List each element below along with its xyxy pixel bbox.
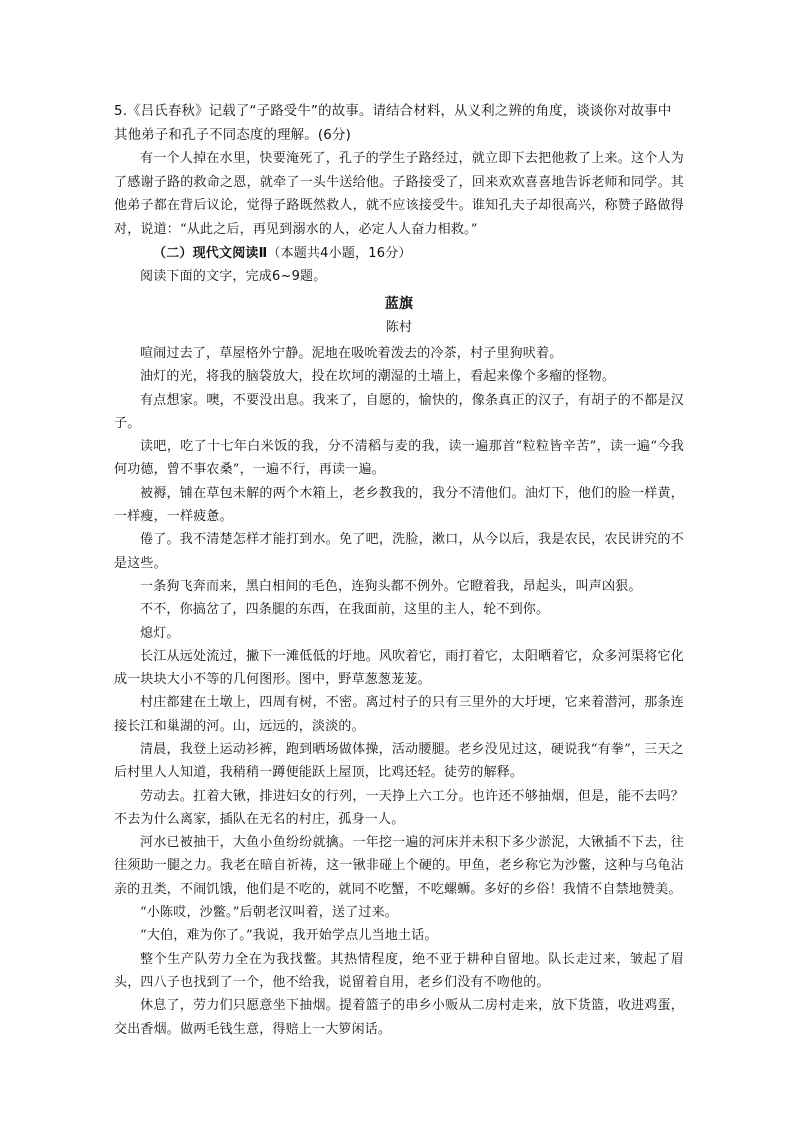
story-paragraph: 喧闹过去了，草屋格外宁静。泥地在吸吮着泼去的冷茶，村子里狗吠着。 [140,345,563,361]
page-content [114,100,684,1041]
section-heading [114,242,684,266]
story-body [114,342,684,1041]
story-paragraph: “大伯，难为你了。”我说，我开始学点儿当地土话。 [140,928,438,944]
story-paragraph: 清晨，我登上运动衫裤，跑到晒场做体操，活动腰腿。老乡没见过这，硬说我“有拳”，三天之后村里人人知道，我稍稍一蹲便能跃上屋顶，比鸡还轻。徒劳的解释。 [114,741,684,781]
story-paragraph: 油灯的光，将我的脑袋放大，投在坎坷的潮湿的土墙上，看起来像个多瘤的怪物。 [140,369,616,385]
story-paragraph: 被褥，铺在草包未解的两个木箱上，老乡教我的，我分不清他们。油灯下，他们的脸一样黄，一样瘦，一样疲惫。 [114,485,684,525]
story-paragraph: 河水已被抽干，大鱼小鱼纷纷就擒。一年挖一遍的河床并未积下多少淤泥，大锹插不下去，往往须助一腿之力。我老在暗自祈祷，这一锹非碰上个硬的。甲鱼，老乡称它为沙鳖，这种与乌龟沾亲的丑类，不闹饥饿，他们是不吃的，就同不吃蟹，不吃螺蛳。多好的乡俗！我情不自禁地赞美。 [114,835,684,897]
story-paragraph: 整个生产队劳力全在为我找鳖。其热情程度，绝不亚于耕种自留地。队长走过来，皱起了眉头，四八子也找到了一个，他不给我，说留着自用，老乡们没有不吻他的。 [114,951,684,990]
instruction: 阅读下面的文字，完成6~9题。 [140,269,327,285]
section-note: （本题共4小题，16分） [267,245,412,261]
material-paragraph: 有一个人掉在水里，快要淹死了，孔子的学生子路经过，就立即下去把他救了上来。这个人为了感谢子路的救命之恩，就牵了一头牛送给他。子路接受了，回来欢欢喜喜地告诉老师和同学。其他弟子都在背后议论，觉得子路既然救人，就不应该接受牛。谁知孔夫子却很高兴，称赞子路做得对，说道：“从此之后，再见到溺水的人，必定人人奋力相救。” [114,151,684,237]
story-paragraph: 有点想家。噢，不要没出息。我来了，自愿的，愉快的，像条真正的汉子，有胡子的不都是汉子。 [114,392,684,431]
story-paragraph: 劳动去。扛着大锹，排进妇女的行列，一天挣上六工分。也许还不够抽烟，但是，能不去吗？不去为什么离家，插队在无名的村庄，孤身一人。 [114,788,684,827]
question-5: 5.《吕氏春秋》记载了“子路受牛”的故事。请结合材料，从义利之辨的角度，谈谈你对故事中其他弟子和孔子不同态度的理解。(6分) [114,104,672,143]
story-author: 陈村 [385,320,413,336]
story-paragraph: 长江从远处流过，撇下一滩低低的圩地。风吹着它，雨打着它，太阳晒着它，众多河渠将它化成一块块大小不等的几何图形。图中，野草葱葱茏茏。 [114,648,684,688]
story-paragraph: 读吧，吃了十七年白米饭的我，分不清稻与麦的我，读一遍那首“粒粒皆辛苦”，读一遍“今我何功德，曾不事农桑”，一遍不行，再读一遍。 [114,439,684,478]
story-paragraph: 休息了，劳力们只愿意坐下抽烟。提着篮子的串乡小贩从二房村走来，放下货篮，收进鸡蛋，交出香烟。做两毛钱生意，得赔上一大箩闲话。 [114,998,684,1037]
story-paragraph: 熄灯。 [140,625,180,641]
story-title: 蓝旗 [384,295,414,312]
section-title: （二）现代文阅读Ⅱ [153,245,268,261]
story-paragraph: 倦了。我不清楚怎样才能打到水。免了吧，洗脸，漱口，从今以后，我是农民，农民讲究的不是这些。 [114,532,684,571]
story-paragraph: 村庄都建在土墩上，四周有树，不密。离过村子的只有三里外的大圩埂，它来着潜河，那条连接长江和巢湖的河。山，远远的，淡淡的。 [114,695,684,734]
story-paragraph: 不不，你搞岔了，四条腿的东西，在我面前，这里的主人，轮不到你。 [140,602,550,618]
story-paragraph: 一条狗飞奔而来，黑白相间的毛色，连狗头都不例外。它瞪着我，昂起头，叫声凶狠。 [140,578,642,594]
story-paragraph: “小陈哎，沙鳖。”后朝老汉叫着，送了过来。 [140,905,398,921]
